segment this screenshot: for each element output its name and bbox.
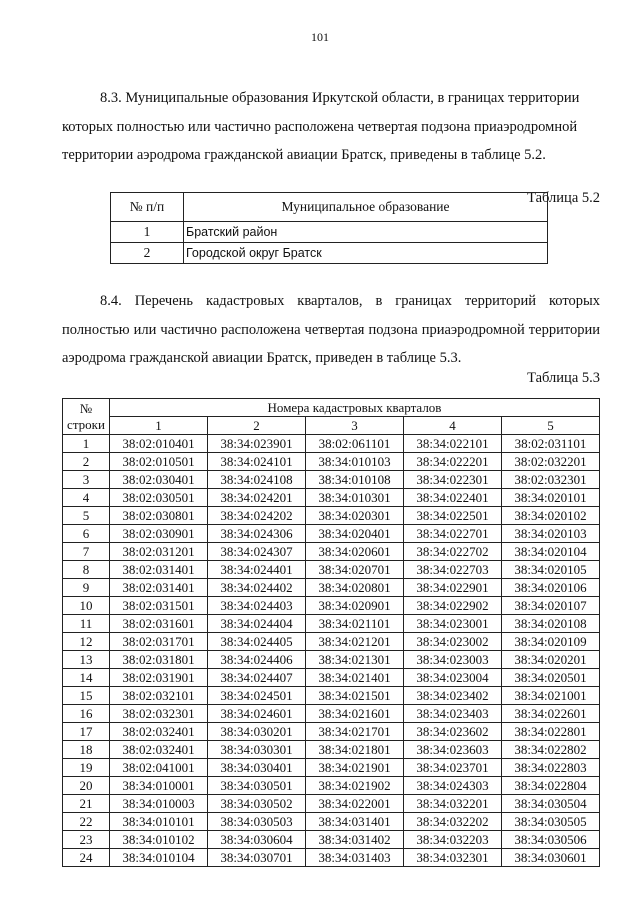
- table-row: [63, 813, 600, 831]
- cadastral-quarter-cell: 38:34:030601: [502, 849, 600, 867]
- table-row: [63, 489, 600, 507]
- table-row: [63, 597, 600, 615]
- cadastral-quarter-cell: 38:34:021701: [306, 723, 404, 741]
- cadastral-quarter-cell: 38:02:010401: [110, 435, 208, 453]
- row-number: 16: [63, 705, 110, 723]
- cadastral-quarter-cell: 38:34:021901: [306, 759, 404, 777]
- table-row: [63, 561, 600, 579]
- cadastral-quarter-cell: 38:34:022101: [404, 435, 502, 453]
- cadastral-quarter-cell: 38:34:020109: [502, 633, 600, 651]
- row-number: 21: [63, 795, 110, 813]
- cadastral-quarter-cell: 38:34:010108: [306, 471, 404, 489]
- cadastral-quarter-cell: 38:34:022401: [404, 489, 502, 507]
- table-row: [63, 849, 600, 867]
- cadastral-quarter-cell: 38:34:024407: [208, 669, 306, 687]
- cadastral-quarter-cell: 38:34:020108: [502, 615, 600, 633]
- cadastral-quarter-cell: 38:02:031701: [110, 633, 208, 651]
- cadastral-quarter-cell: 38:34:031402: [306, 831, 404, 849]
- table-5-2-caption: Таблица 5.2: [527, 190, 600, 206]
- cadastral-quarter-cell: 38:02:032101: [110, 687, 208, 705]
- cadastral-quarter-cell: 38:34:010101: [110, 813, 208, 831]
- table-body: [63, 435, 600, 867]
- cadastral-quarter-cell: 38:02:032401: [110, 723, 208, 741]
- cadastral-quarter-cell: 38:34:024307: [208, 543, 306, 561]
- cadastral-quarter-cell: 38:34:021801: [306, 741, 404, 759]
- column-header-municipality: Муниципальное образование: [184, 193, 548, 222]
- cadastral-quarter-cell: 38:34:022702: [404, 543, 502, 561]
- cadastral-quarter-cell: 38:02:032201: [502, 453, 600, 471]
- cadastral-quarter-cell: 38:02:032401: [110, 741, 208, 759]
- cadastral-quarter-cell: 38:34:024108: [208, 471, 306, 489]
- table-row: [63, 777, 600, 795]
- cadastral-quarter-cell: 38:34:030201: [208, 723, 306, 741]
- cadastral-quarter-cell: 38:02:030901: [110, 525, 208, 543]
- row-number: 14: [63, 669, 110, 687]
- cadastral-quarter-cell: 38:34:030505: [502, 813, 600, 831]
- row-number: 18: [63, 741, 110, 759]
- row-number: 2: [111, 243, 184, 264]
- cadastral-quarter-cell: 38:34:030401: [208, 759, 306, 777]
- cadastral-quarter-cell: 38:34:021501: [306, 687, 404, 705]
- column-number-3: 3: [306, 417, 404, 435]
- cadastral-quarter-cell: 38:34:030701: [208, 849, 306, 867]
- cadastral-quarter-cell: 38:34:010301: [306, 489, 404, 507]
- cadastral-quarter-cell: 38:34:031403: [306, 849, 404, 867]
- table-5-3-caption: Таблица 5.3: [527, 370, 600, 386]
- cadastral-quarter-cell: 38:34:020201: [502, 651, 600, 669]
- cadastral-quarter-cell: 38:34:024601: [208, 705, 306, 723]
- column-number-1: 1: [110, 417, 208, 435]
- cadastral-quarter-cell: 38:34:032202: [404, 813, 502, 831]
- table-row: [63, 453, 600, 471]
- table-row: [63, 687, 600, 705]
- cadastral-quarter-cell: 38:02:030501: [110, 489, 208, 507]
- table-row: [63, 831, 600, 849]
- row-number: 5: [63, 507, 110, 525]
- cadastral-quarter-cell: 38:34:022601: [502, 705, 600, 723]
- table-row: [63, 435, 600, 453]
- cadastral-quarter-cell: 38:34:024401: [208, 561, 306, 579]
- cadastral-quarter-cell: 38:34:023901: [208, 435, 306, 453]
- cadastral-quarter-cell: 38:34:020401: [306, 525, 404, 543]
- cadastral-quarter-cell: 38:34:032201: [404, 795, 502, 813]
- cadastral-quarter-cell: 38:34:022701: [404, 525, 502, 543]
- cadastral-quarter-cell: 38:34:021001: [502, 687, 600, 705]
- cadastral-quarter-cell: 38:34:020901: [306, 597, 404, 615]
- table-row: [63, 633, 600, 651]
- cadastral-quarter-cell: 38:34:020104: [502, 543, 600, 561]
- row-number: 20: [63, 777, 110, 795]
- row-number: 1: [111, 222, 184, 243]
- cadastral-quarter-cell: 38:34:020501: [502, 669, 600, 687]
- cadastral-quarter-cell: 38:02:031401: [110, 579, 208, 597]
- cadastral-quarter-cell: 38:34:021601: [306, 705, 404, 723]
- table-row: [63, 615, 600, 633]
- cadastral-quarter-cell: 38:34:022201: [404, 453, 502, 471]
- cadastral-quarter-cell: 38:34:022803: [502, 759, 600, 777]
- cadastral-quarter-cell: 38:34:023402: [404, 687, 502, 705]
- row-number: 12: [63, 633, 110, 651]
- column-header-number: № п/п: [111, 193, 184, 222]
- cadastral-quarter-cell: 38:34:023004: [404, 669, 502, 687]
- cadastral-quarter-cell: 38:34:021401: [306, 669, 404, 687]
- row-number: 24: [63, 849, 110, 867]
- cadastral-quarter-cell: 38:34:032301: [404, 849, 502, 867]
- cadastral-quarter-cell: 38:02:030801: [110, 507, 208, 525]
- column-group-header: Номера кадастровых кварталов: [110, 399, 600, 417]
- cadastral-quarter-cell: 38:34:024403: [208, 597, 306, 615]
- cadastral-quarter-cell: 38:02:031101: [502, 435, 600, 453]
- cadastral-quarter-cell: 38:34:030506: [502, 831, 600, 849]
- table-row: [63, 723, 600, 741]
- cadastral-quarter-cell: 38:02:031601: [110, 615, 208, 633]
- cadastral-quarter-cell: 38:02:041001: [110, 759, 208, 777]
- row-number: 22: [63, 813, 110, 831]
- row-number: 7: [63, 543, 110, 561]
- cadastral-quarter-cell: 38:34:020601: [306, 543, 404, 561]
- table-row: [63, 471, 600, 489]
- cadastral-quarter-cell: 38:34:010003: [110, 795, 208, 813]
- row-number: 8: [63, 561, 110, 579]
- municipality-name: Братский район: [184, 222, 548, 243]
- table-row: [63, 543, 600, 561]
- table-row: [63, 705, 600, 723]
- cadastral-quarter-cell: 38:34:022801: [502, 723, 600, 741]
- cadastral-quarter-cell: 38:34:024101: [208, 453, 306, 471]
- row-number: 2: [63, 453, 110, 471]
- cadastral-quarter-cell: 38:34:030604: [208, 831, 306, 849]
- cadastral-quarter-cell: 38:34:020107: [502, 597, 600, 615]
- cadastral-quarter-cell: 38:34:022802: [502, 741, 600, 759]
- cadastral-quarter-cell: 38:34:022301: [404, 471, 502, 489]
- cadastral-quarter-cell: 38:34:030502: [208, 795, 306, 813]
- municipalities-table: [110, 192, 548, 264]
- cadastral-quarter-cell: 38:34:022804: [502, 777, 600, 795]
- table-row: [63, 651, 600, 669]
- cadastral-quarter-cell: 38:34:010104: [110, 849, 208, 867]
- cadastral-quarter-cell: 38:34:023001: [404, 615, 502, 633]
- table-row: [111, 243, 548, 264]
- cadastral-quarter-cell: 38:34:022001: [306, 795, 404, 813]
- table-row: [63, 579, 600, 597]
- cadastral-quarter-cell: 38:02:032301: [502, 471, 600, 489]
- row-number: 10: [63, 597, 110, 615]
- cadastral-quarter-cell: 38:02:031401: [110, 561, 208, 579]
- table-row: [63, 525, 600, 543]
- row-number: 19: [63, 759, 110, 777]
- cadastral-quarter-cell: 38:34:010103: [306, 453, 404, 471]
- column-number-5: 5: [502, 417, 600, 435]
- cadastral-quarter-cell: 38:02:031501: [110, 597, 208, 615]
- row-number: 11: [63, 615, 110, 633]
- cadastral-quarter-cell: 38:02:030401: [110, 471, 208, 489]
- table-subheader-row: [63, 417, 600, 435]
- row-number: 13: [63, 651, 110, 669]
- row-number: 4: [63, 489, 110, 507]
- cadastral-quarter-cell: 38:34:024406: [208, 651, 306, 669]
- table-header-row: [63, 399, 600, 417]
- cadastral-quarter-cell: 38:34:022501: [404, 507, 502, 525]
- cadastral-quarter-cell: 38:34:032203: [404, 831, 502, 849]
- table-row: [111, 222, 548, 243]
- cadastral-quarter-cell: 38:34:023403: [404, 705, 502, 723]
- municipality-name: Городской округ Братск: [184, 243, 548, 264]
- table-row: [63, 669, 600, 687]
- cadastral-quarter-cell: 38:34:024402: [208, 579, 306, 597]
- cadastral-quarter-cell: 38:34:020101: [502, 489, 600, 507]
- cadastral-quarter-cell: 38:02:032301: [110, 705, 208, 723]
- cadastral-quarter-cell: 38:34:022901: [404, 579, 502, 597]
- cadastral-quarter-cell: 38:34:020701: [306, 561, 404, 579]
- row-number: 9: [63, 579, 110, 597]
- row-number: 3: [63, 471, 110, 489]
- page-number: 101: [311, 30, 329, 44]
- cadastral-quarter-cell: 38:34:020105: [502, 561, 600, 579]
- cadastral-quarter-cell: 38:34:024501: [208, 687, 306, 705]
- row-number-header-line1: №: [79, 400, 93, 416]
- cadastral-quarter-cell: 38:34:030501: [208, 777, 306, 795]
- cadastral-quarter-cell: 38:34:024303: [404, 777, 502, 795]
- cadastral-quarter-cell: 38:34:023701: [404, 759, 502, 777]
- cadastral-quarter-cell: 38:34:010001: [110, 777, 208, 795]
- row-number: 1: [63, 435, 110, 453]
- column-number-4: 4: [404, 417, 502, 435]
- table-row: [63, 759, 600, 777]
- cadastral-quarter-cell: 38:34:021101: [306, 615, 404, 633]
- cadastral-quarter-cell: 38:34:024404: [208, 615, 306, 633]
- cadastral-quarter-cell: 38:34:020801: [306, 579, 404, 597]
- cadastral-quarter-cell: 38:34:010102: [110, 831, 208, 849]
- table-row: [63, 795, 600, 813]
- cadastral-quarter-cell: 38:34:030503: [208, 813, 306, 831]
- cadastral-quarter-cell: 38:34:020106: [502, 579, 600, 597]
- cadastral-quarter-cell: 38:34:023003: [404, 651, 502, 669]
- cadastral-quarter-cell: 38:34:023002: [404, 633, 502, 651]
- cadastral-quarters-table: [62, 398, 600, 867]
- row-number: 23: [63, 831, 110, 849]
- cadastral-quarter-cell: 38:02:031201: [110, 543, 208, 561]
- cadastral-quarter-cell: 38:34:031401: [306, 813, 404, 831]
- cadastral-quarter-cell: 38:34:021902: [306, 777, 404, 795]
- cadastral-quarter-cell: 38:34:020102: [502, 507, 600, 525]
- section-8-3-paragraph: 8.3. Муниципальные образования Иркутской области, в границах территории которых полностью или частично расположена четвертая подзона приаэродромной территории аэродрома гражданской авиации Братск, приведены в таблице 5.2.: [62, 90, 580, 163]
- cadastral-quarter-cell: 38:02:031901: [110, 669, 208, 687]
- cadastral-quarter-cell: 38:34:021301: [306, 651, 404, 669]
- cadastral-quarter-cell: 38:02:061101: [306, 435, 404, 453]
- row-number-header-line2: строки: [67, 416, 105, 432]
- row-number: 15: [63, 687, 110, 705]
- column-header-row-number: [63, 399, 110, 435]
- cadastral-quarter-cell: 38:02:010501: [110, 453, 208, 471]
- cadastral-quarter-cell: 38:34:023603: [404, 741, 502, 759]
- cadastral-quarter-cell: 38:34:020301: [306, 507, 404, 525]
- cadastral-quarter-cell: 38:34:022703: [404, 561, 502, 579]
- row-number: 6: [63, 525, 110, 543]
- cadastral-quarter-cell: 38:34:023602: [404, 723, 502, 741]
- cadastral-quarter-cell: 38:02:031801: [110, 651, 208, 669]
- cadastral-quarter-cell: 38:34:020103: [502, 525, 600, 543]
- cadastral-quarter-cell: 38:34:021201: [306, 633, 404, 651]
- cadastral-quarter-cell: 38:34:022902: [404, 597, 502, 615]
- column-number-2: 2: [208, 417, 306, 435]
- row-number: 17: [63, 723, 110, 741]
- cadastral-quarter-cell: 38:34:030301: [208, 741, 306, 759]
- section-8-4-paragraph: 8.4. Перечень кадастровых кварталов, в границах территорий которых полностью или частично расположена четвертая подзона приаэродромной территории аэродрома гражданской авиации Братск, приведен в таблице 5.3.: [62, 293, 600, 366]
- cadastral-quarter-cell: 38:34:024306: [208, 525, 306, 543]
- cadastral-quarter-cell: 38:34:024405: [208, 633, 306, 651]
- cadastral-quarter-cell: 38:34:024201: [208, 489, 306, 507]
- cadastral-quarter-cell: 38:34:024202: [208, 507, 306, 525]
- table-header-row: [111, 193, 548, 222]
- table-row: [63, 507, 600, 525]
- cadastral-quarter-cell: 38:34:030504: [502, 795, 600, 813]
- table-row: [63, 741, 600, 759]
